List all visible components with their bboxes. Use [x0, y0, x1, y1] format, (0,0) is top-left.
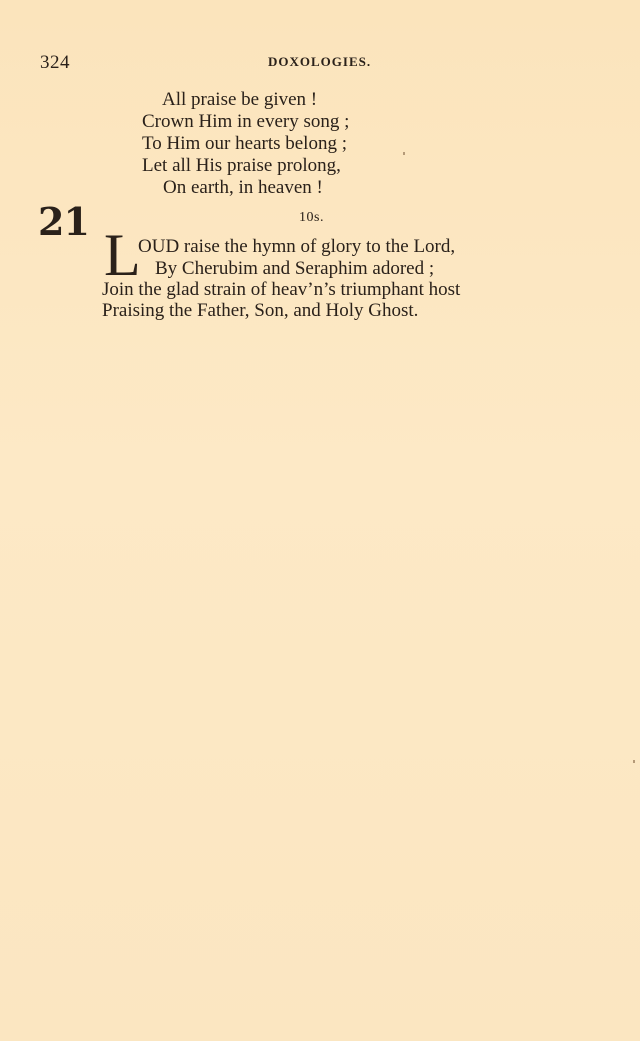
- drop-cap: L: [104, 222, 141, 288]
- verse-line: OUD raise the hymn of glory to the Lord,: [138, 236, 456, 257]
- print-speck: [403, 152, 405, 155]
- verse-line: By Cherubim and Seraphim adored ;: [155, 258, 435, 279]
- verse-line: To Him our hearts belong ;: [142, 133, 347, 154]
- page-number: 324: [40, 52, 70, 73]
- hymn-number: 21: [38, 199, 89, 244]
- print-speck: [633, 760, 635, 763]
- verse-line: On earth, in heaven !: [163, 177, 323, 198]
- verse-line: Praising the Father, Son, and Holy Ghost.: [102, 300, 419, 321]
- running-head: DOXOLOGIES.: [268, 54, 372, 69]
- verse-line: Let all His praise prolong,: [142, 155, 341, 176]
- verse-line: Join the glad strain of heav’n’s triumphant host: [102, 279, 461, 300]
- verse-line: Crown Him in every song ;: [142, 111, 350, 132]
- verse-line: All praise be given !: [162, 89, 318, 110]
- hymn-meter: 10s.: [299, 210, 324, 225]
